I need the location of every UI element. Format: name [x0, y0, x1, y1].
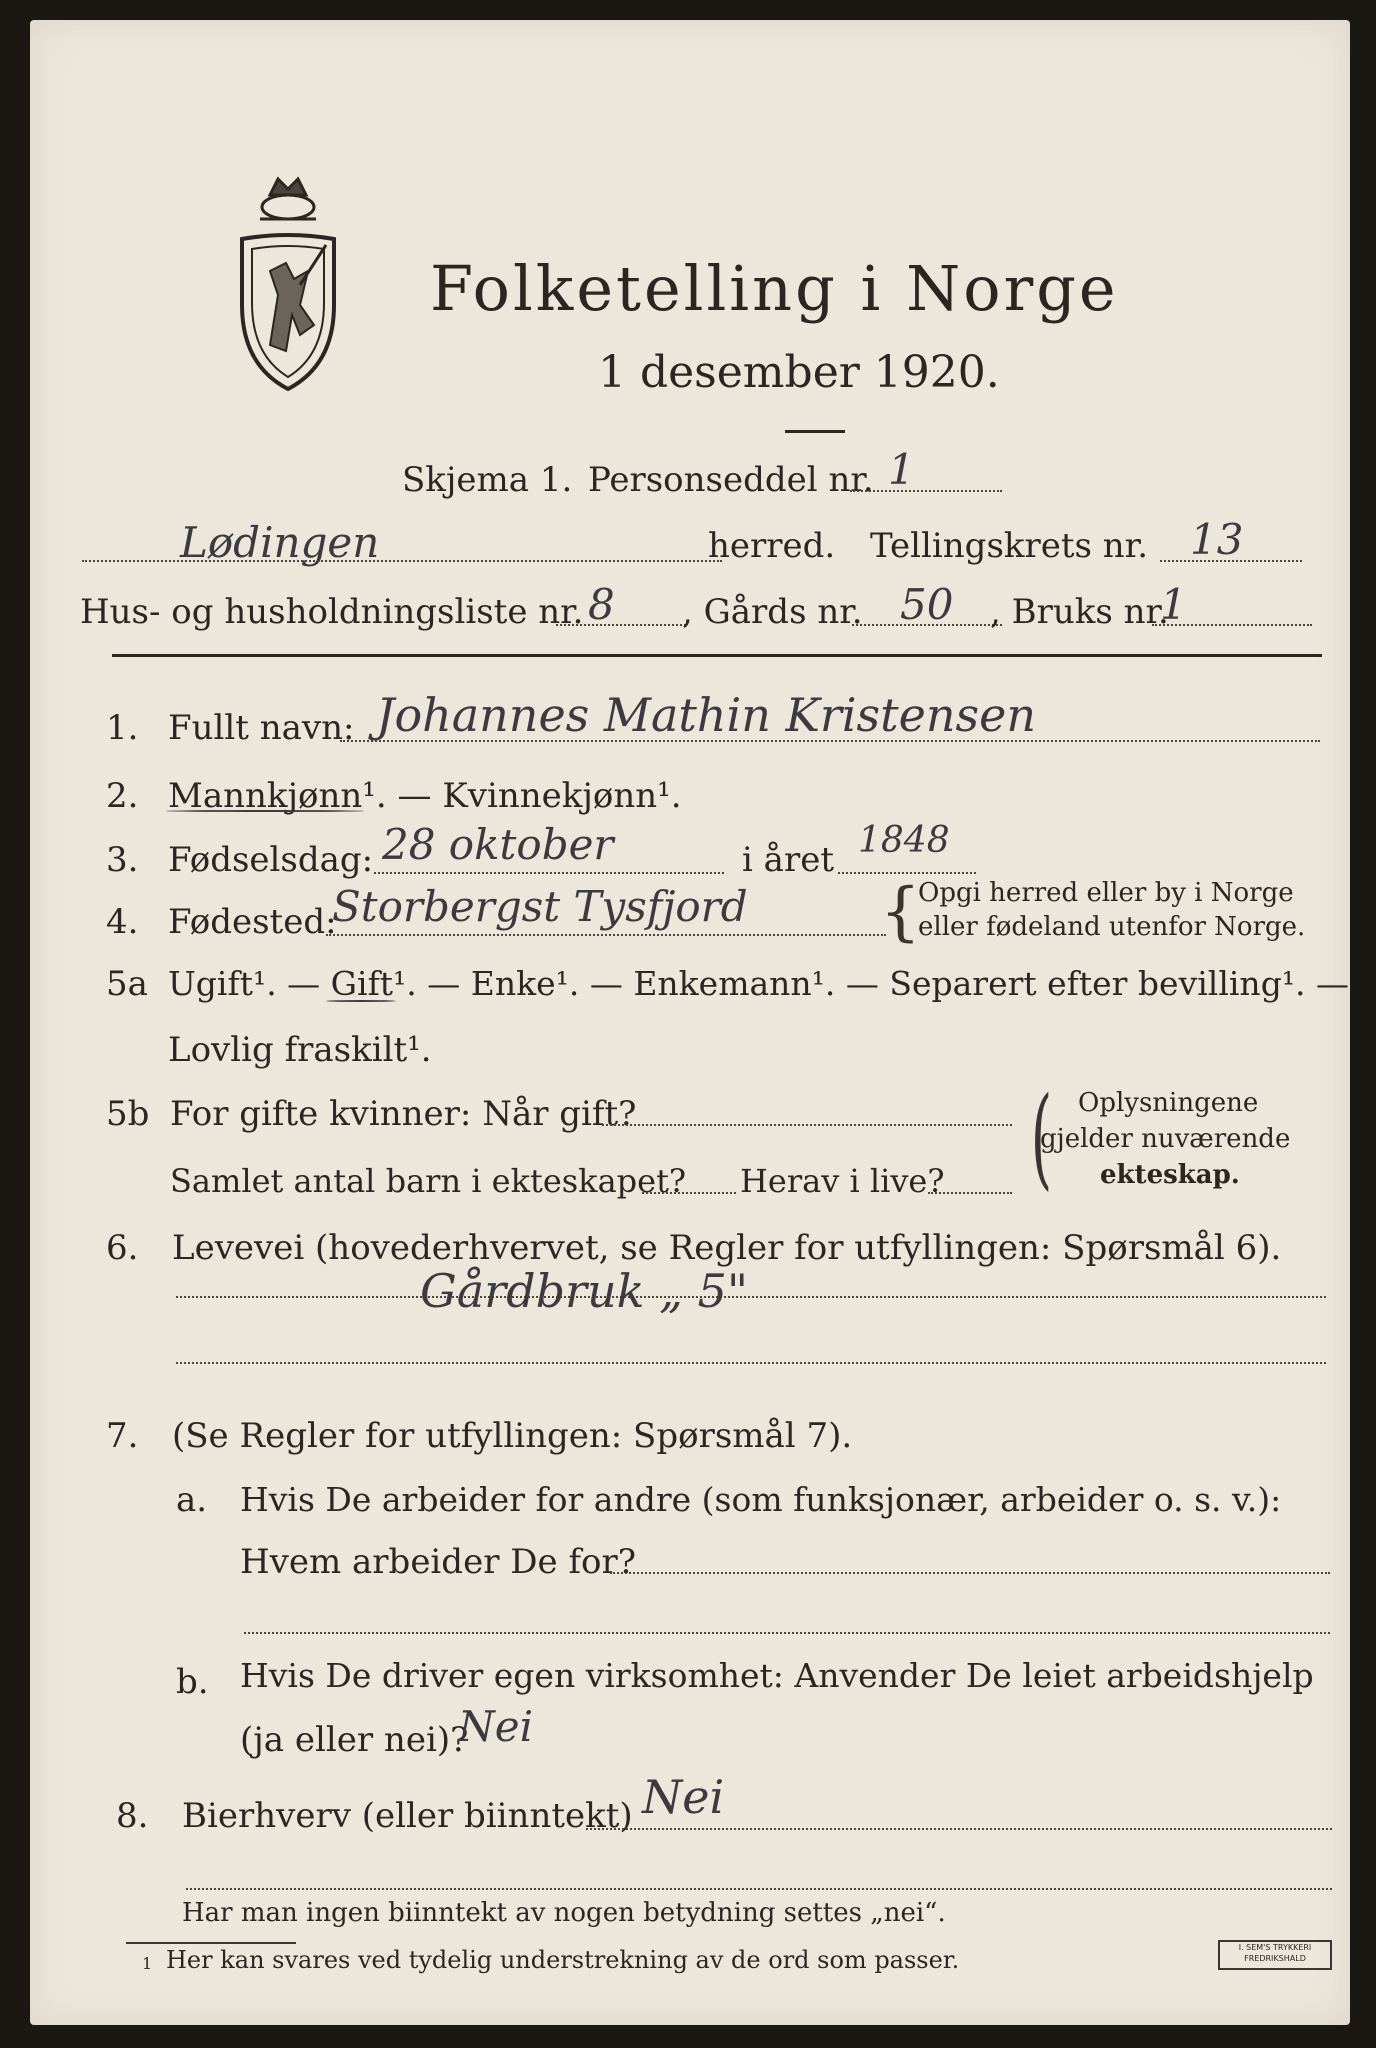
q6-label: Levevei (hovederhvervet, se Regler for utfyllingen: Spørsmål 6).	[172, 1228, 1282, 1268]
q5a-gift-underline	[326, 1000, 396, 1002]
q8-number: 8.	[116, 1796, 149, 1836]
q7a-label-2: Hvem arbeider De for?	[240, 1542, 636, 1582]
tellingskrets-label: Tellingskrets nr.	[870, 526, 1149, 566]
q3-year-line	[838, 872, 976, 874]
q5b-alive-label: Herav i live?	[740, 1162, 945, 1200]
tellingskrets-value: 13	[1190, 515, 1244, 564]
q3-birthday: 28 oktober	[382, 820, 614, 869]
skjema-label: Skjema 1.	[402, 460, 573, 500]
q5b-brace: (	[1030, 1073, 1053, 1201]
q7b-label: Hvis De driver egen virksomhet: Anvender De leiet arbeidshjelp	[240, 1656, 1314, 1695]
herred-value: Lødingen	[180, 518, 380, 567]
printer-stamp: I. SEM'S TRYKKERI FREDRIKSHALD	[1218, 1940, 1332, 1970]
biinntekt-note: Har man ingen biinntekt av nogen betydning settes „nei“.	[182, 1898, 946, 1928]
coat-of-arms-icon	[230, 175, 346, 395]
q7a-line1	[610, 1572, 1330, 1574]
footnote-text: Her kan svares ved tydelig understrekning av de ord som passer.	[166, 1946, 960, 1974]
husholdningsliste-line	[556, 624, 686, 626]
q3-number: 3.	[106, 840, 139, 880]
q5b-alive-line	[928, 1192, 1012, 1194]
q5b-children-label: Samlet antal barn i ekteskapet?	[170, 1162, 687, 1200]
q7a-letter: a.	[176, 1480, 208, 1520]
q5b-number: 5b	[106, 1094, 150, 1134]
q7a-label: Hvis De arbeider for andre (som funksjonær, arbeider o. s. v.):	[240, 1480, 1282, 1519]
q7-label: (Se Regler for utfyllingen: Spørsmål 7).	[172, 1416, 853, 1456]
q8-line1	[586, 1828, 1332, 1830]
q6-line2	[176, 1362, 1326, 1364]
q3-year: 1848	[858, 820, 950, 861]
q7a-line2	[244, 1632, 1330, 1634]
q6-number: 6.	[106, 1228, 139, 1268]
herred-line	[82, 560, 722, 562]
husholdningsliste-value: 8	[588, 580, 615, 629]
q6-occupation: Gårdbruk „ 5"	[420, 1264, 749, 1318]
q6-line1	[176, 1296, 1326, 1298]
gards-label: , Gårds nr.	[682, 592, 863, 632]
title-divider	[785, 430, 845, 433]
bruks-value: 1	[1160, 580, 1187, 629]
q4-label: Fødested:	[168, 902, 337, 942]
q5a-marital-options: Ugift¹. — Gift¹. — Enke¹. — Enkemann¹. — Separert efter bevilling¹. —	[168, 964, 1350, 1003]
q1-label: Fullt navn:	[168, 708, 355, 748]
q2-number: 2.	[106, 776, 139, 816]
q5b-label: For gifte kvinner: Når gift?	[170, 1094, 637, 1134]
herred-label: herred.	[708, 526, 836, 566]
q3-year-label: i året	[742, 840, 834, 880]
census-form-page	[30, 20, 1350, 2025]
census-date: 1 desember 1920.	[598, 347, 1000, 398]
personseddel-label: Personseddel nr.	[588, 460, 874, 500]
q5b-married-line	[602, 1124, 1012, 1126]
personseddel-value: 1	[888, 445, 915, 494]
q7-number: 7.	[106, 1416, 139, 1456]
q5b-children-line	[642, 1192, 736, 1194]
q4-number: 4.	[106, 902, 139, 942]
q2-mann-underline	[166, 810, 364, 812]
q8-label: Bierhverv (eller biinntekt)	[182, 1796, 633, 1836]
footnote-rule	[126, 1942, 296, 1944]
form-title: Folketelling i Norge	[430, 252, 1119, 325]
q4-note-line2: eller fødeland utenfor Norge.	[918, 912, 1306, 942]
q8-line2	[186, 1888, 1332, 1890]
q7b-label-2: (ja eller nei)?	[240, 1720, 469, 1760]
bruks-label: , Bruks nr.	[990, 592, 1169, 632]
gards-value: 50	[900, 580, 954, 629]
q5b-note-line1: Oplysningene	[1078, 1088, 1259, 1118]
q4-note-line1: Opgi herred eller by i Norge	[918, 878, 1294, 908]
q5a-marital-options-2: Lovlig fraskilt¹.	[168, 1030, 432, 1070]
q7b-letter: b.	[176, 1662, 209, 1702]
q4-line	[326, 934, 886, 936]
husholdningsliste-label: Hus- og husholdningsliste nr.	[80, 592, 584, 632]
q3-label: Fødselsdag:	[168, 840, 374, 880]
header-rule	[112, 654, 1322, 657]
q3-line	[374, 872, 724, 874]
q5b-note-line2: gjelder nuværende	[1040, 1124, 1291, 1154]
q4-brace: {	[880, 875, 921, 949]
q2-gender-options: Mannkjønn¹. — Kvinnekjønn¹.	[168, 776, 682, 816]
q8-answer: Nei	[642, 1770, 725, 1824]
q5b-note-line3: ekteskap.	[1100, 1160, 1240, 1190]
q4-birthplace: Storbergst Tysfjord	[332, 882, 748, 931]
footnote-mark: 1	[142, 1954, 153, 1973]
q1-number: 1.	[106, 708, 139, 748]
q5a-number: 5a	[106, 964, 148, 1004]
q1-full-name: Johannes Mathin Kristensen	[376, 688, 1036, 742]
q7b-answer: Nei	[458, 1702, 534, 1751]
personseddel-line	[850, 490, 1002, 492]
